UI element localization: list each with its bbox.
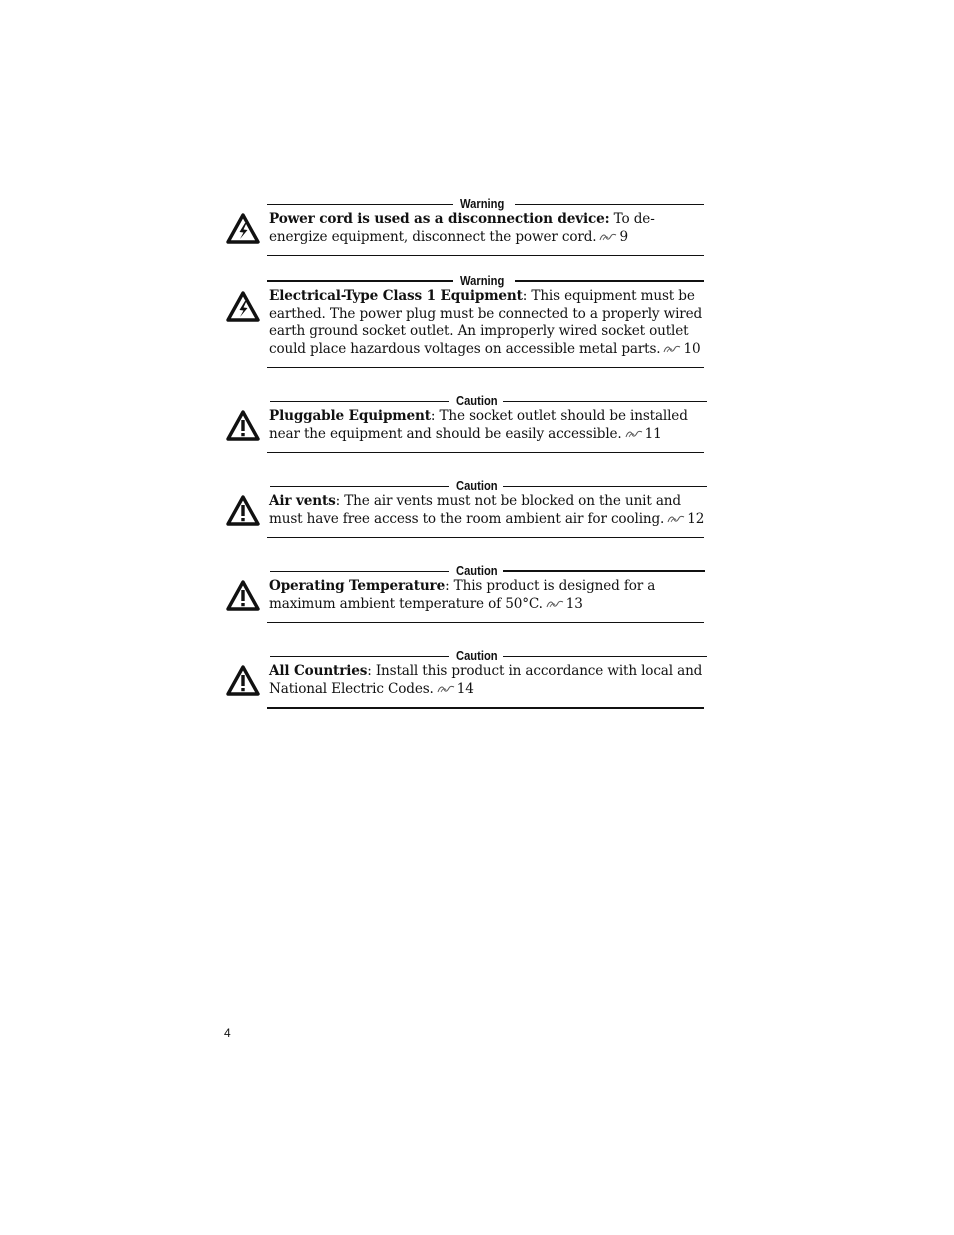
notice-ref: 10 (683, 340, 701, 357)
cross-reference-icon (663, 344, 681, 354)
header-rule-left (270, 486, 449, 487)
notice-bottom-rule (267, 255, 704, 256)
notice-label: Caution (456, 478, 498, 493)
notice-label: Caution (456, 648, 498, 663)
notice-ref: 9 (619, 228, 628, 245)
header-rule-right (503, 486, 707, 487)
notice-ref: 12 (687, 510, 705, 527)
page-number: 4 (224, 1026, 231, 1040)
notice-body (269, 663, 705, 698)
notice-text: : The air vents must not be blocked on the unit and must have free access to the room ambient air for cooling. (269, 493, 681, 527)
notice-text: : The socket outlet should be installed near the equipment and should be easily accessible. (269, 408, 688, 442)
cross-reference-icon (546, 599, 564, 609)
header-rule-right (515, 204, 704, 205)
header-rule-left (270, 401, 449, 402)
notice-body (269, 578, 705, 613)
cross-reference-icon (599, 232, 617, 242)
electric-shock-warning-icon (226, 291, 260, 323)
header-rule-left (270, 656, 449, 657)
cross-reference-icon (667, 514, 685, 524)
exclamation-caution-icon (226, 495, 260, 527)
cross-reference-icon (625, 429, 643, 439)
header-rule-right (503, 401, 707, 402)
notice-label: Warning (460, 196, 505, 211)
notice-label: Caution (456, 563, 498, 578)
notice-ref: 14 (456, 680, 474, 697)
cross-reference-icon (437, 684, 455, 694)
notice-body (269, 493, 705, 528)
notice-bottom-rule (267, 367, 704, 368)
notice-lead: Electrical-Type Class 1 Equipment (269, 288, 523, 304)
header-rule-left (270, 571, 449, 572)
exclamation-caution-icon (226, 665, 260, 697)
electric-shock-warning-icon (226, 213, 260, 245)
notice-bottom-rule (267, 452, 704, 453)
notice-label: Caution (456, 393, 498, 408)
notice-body (269, 211, 705, 246)
notice-bottom-rule (267, 707, 704, 709)
notice-lead: Air vents (269, 493, 336, 509)
exclamation-caution-icon (226, 410, 260, 442)
header-rule-left (267, 204, 453, 205)
notice-ref: 13 (565, 595, 583, 612)
header-rule-right (503, 656, 707, 657)
exclamation-caution-icon (226, 580, 260, 612)
notice-label: Warning (460, 273, 505, 288)
notice-bottom-rule (267, 537, 704, 538)
notice-body (269, 408, 705, 443)
notice-lead: All Countries (269, 663, 368, 679)
notice-lead: Power cord is used as a disconnection device: (269, 211, 610, 227)
notice-text: : Install this product in accordance with local and National Electric Codes. (269, 663, 703, 697)
notice-lead: Operating Temperature (269, 578, 446, 594)
notice-lead: Pluggable Equipment (269, 408, 431, 424)
header-rule-left (267, 280, 453, 282)
notice-bottom-rule (267, 622, 704, 623)
notice-text: : This equipment must be earthed. The power plug must be connected to a properly wired earth ground socket outlet. An improperly wired socket outlet could place hazardous voltages on accessible metal parts. (269, 288, 703, 357)
notice-ref: 11 (644, 425, 662, 442)
notice-body (269, 288, 705, 358)
notice-text: : This product is designed for a maximum ambient temperature of 50°C. (269, 578, 656, 612)
header-rule-right (503, 570, 705, 572)
notice-text: To de-energize equipment, disconnect the power cord. (269, 211, 655, 245)
header-rule-right (515, 280, 704, 282)
